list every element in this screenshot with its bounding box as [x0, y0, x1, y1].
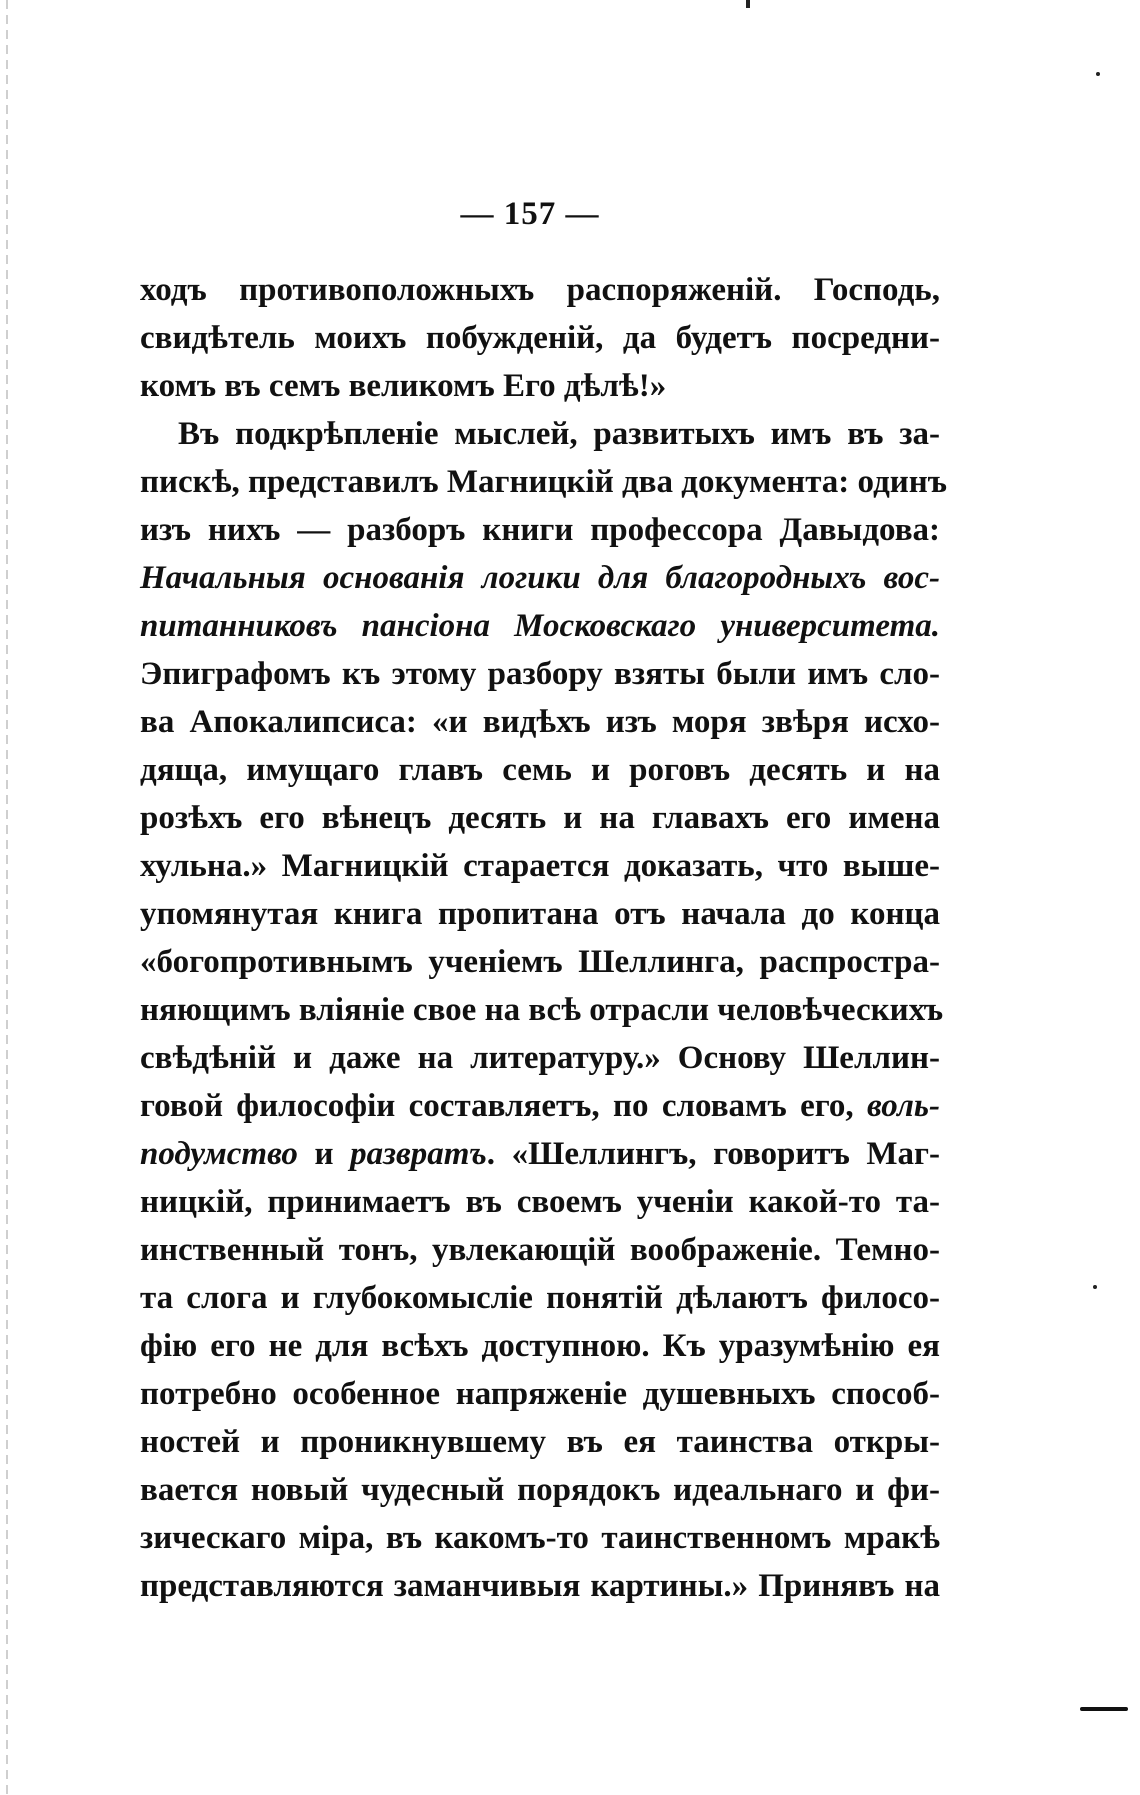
text-line: няющимъ вліяніе свое на всѣ отрасли человѣческихъ: [140, 992, 944, 1028]
italic-word: развратъ: [350, 1136, 487, 1172]
italic-title: Начальныя основанія логики для благородныхъ вос-: [140, 560, 940, 596]
scan-speck: [746, 0, 750, 8]
text-line: пискѣ, представилъ Магницкій два документа: одинъ: [140, 464, 948, 500]
italic-word: воль-: [867, 1088, 940, 1124]
body-text: [140, 266, 948, 1610]
text-line: Эпиграфомъ къ этому разбору взяты были имъ сло-: [140, 656, 940, 692]
text-line: ницкій, принимаетъ въ своемъ ученіи какой-то та-: [140, 1184, 940, 1220]
text-line: ходъ противоположныхъ распоряженій. Господь,: [140, 272, 940, 308]
scan-edge-left: [6, 0, 8, 1795]
scan-speck: [1096, 72, 1100, 76]
text-line: та слога и глубокомысліе понятій дѣлаютъ филосо-: [140, 1280, 940, 1316]
text-line: изъ нихъ — разборъ книги профессора Давыдова:: [140, 512, 940, 548]
text-line: дяща, имущаго главъ семь и роговъ десять и на: [140, 752, 940, 788]
text-line: вается новый чудесный порядокъ идеальнаго и фи-: [140, 1472, 940, 1508]
italic-word: подумство: [140, 1136, 298, 1172]
text-line: [140, 554, 940, 602]
text-line: хульна.» Магницкій старается доказать, что выше-: [140, 848, 940, 884]
page-number: — 157 —: [460, 196, 600, 232]
text-line: комъ въ семъ великомъ Его дѣлѣ!»: [140, 368, 667, 404]
text-line: Въ подкрѣпленіе мыслей, развитыхъ имъ въ за-: [178, 416, 940, 452]
text-line: представляются заманчивыя картины.» Принявъ на: [140, 1568, 940, 1604]
text-line: «богопротивнымъ ученіемъ Шеллинга, распростра-: [140, 944, 940, 980]
text-line: упомянутая книга пропитана отъ начала до конца: [140, 896, 940, 932]
scan-edge-mark: [1080, 1707, 1128, 1711]
italic-title: питанниковъ пансіона Московскаго университета.: [140, 608, 940, 644]
text-line: розѣхъ его вѣнецъ десять и на главахъ его имена: [140, 800, 940, 836]
text-line: [140, 602, 940, 650]
text-line: [140, 1130, 940, 1178]
text-line: свидѣтель моихъ побужденій, да будетъ посредни-: [140, 320, 940, 356]
text-segment: говой философіи составляетъ, по словамъ его,: [140, 1088, 854, 1124]
scan-speck: [1093, 1285, 1097, 1289]
text-line: ностей и проникнувшему въ ея таинства откры-: [140, 1424, 940, 1460]
text-line: фію его не для всѣхъ доступною. Къ уразумѣнію ея: [140, 1328, 940, 1364]
text-line: инственный тонъ, увлекающій воображеніе. Темно-: [140, 1232, 940, 1268]
text-line: потребно особенное напряженіе душевныхъ способ-: [140, 1376, 940, 1412]
text-line: зическаго міра, въ какомъ-то таинственномъ мракѣ: [140, 1520, 940, 1556]
text-segment: . «Шеллингъ, говоритъ Маг-: [486, 1136, 941, 1172]
text-line: ва Апокалипсиса: «и видѣхъ изъ моря звѣря исхо-: [140, 704, 940, 740]
text-line: свѣдѣній и даже на литературу.» Основу Шеллин-: [140, 1040, 940, 1076]
text-line: [140, 1082, 940, 1130]
text-segment: и: [297, 1136, 351, 1172]
